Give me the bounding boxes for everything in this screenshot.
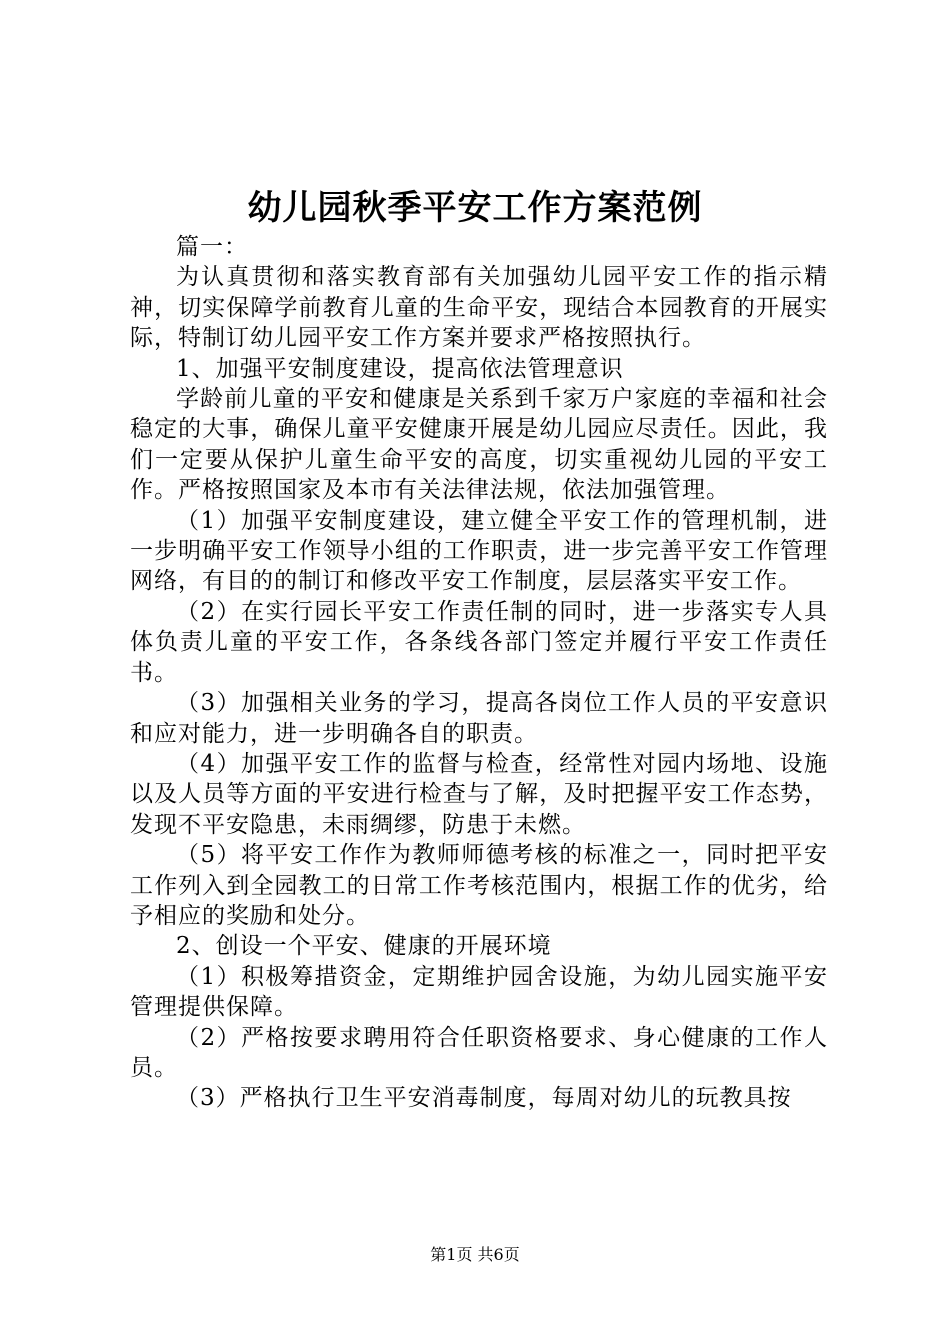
section-heading: 1、加强平安制度建设，提高依法管理意识 <box>176 355 624 382</box>
list-item: （4）加强平安工作的监督与检查，经常性对园内场地、设施以及人员等方面的平安进行检查与了解，及时把握平安工作态势，发现不平安隐患，未雨绸缪，防患于未燃。 <box>130 750 828 838</box>
list-item: （2）严格按要求聘用符合任职资格要求、身心健康的工作人员。 <box>130 1024 828 1081</box>
list-item: （3）严格执行卫生平安消毒制度，每周对幼儿的玩教具按 <box>176 1085 792 1112</box>
list-item: （1）加强平安制度建设，建立健全平安工作的管理机制，进一步明确平安工作领导小组的工作职责，进一步完善平安工作管理网络，有目的的制订和修改平安工作制度，层层落实平安工作。 <box>130 507 828 595</box>
document-title: 幼儿园秋季平安工作方案范例 <box>247 188 703 228</box>
list-item: （2）在实行园长平安工作责任制的同时，进一步落实专人具体负责儿童的平安工作，各条线各部门签定并履行平安工作责任书。 <box>130 598 828 686</box>
page-footer: 第1页 共6页 <box>430 1245 520 1264</box>
list-item: （5）将平安工作作为教师师德考核的标准之一，同时把平安工作列入到全园教工的日常工作考核范围内，根据工作的优劣，给予相应的奖励和处分。 <box>130 842 828 929</box>
paragraph: 学龄前儿童的平安和健康是关系到千家万户家庭的幸福和社会稳定的大事，确保儿童平安健康开展是幼儿园应尽责任。因此，我们一定要从保护儿童生命平安的高度，切实重视幼儿园的平安工作。严格按照国家及本市有关法律法规，依法加强管理。 <box>130 386 828 504</box>
paragraph: 为认真贯彻和落实教育部有关加强幼儿园平安工作的指示精神，切实保障学前教育儿童的生命平安，现结合本园教育的开展实际，特制订幼儿园平安工作方案并要求严格按照执行。 <box>130 264 828 352</box>
list-item: （1）积极筹措资金，定期维护园舍设施，为幼儿园实施平安管理提供保障。 <box>130 963 828 1021</box>
document-body <box>130 232 828 1114</box>
section-label: 篇一： <box>176 234 248 260</box>
list-item: （3）加强相关业务的学习，提高各岗位工作人员的平安意识和应对能力，进一步明确各自的职责。 <box>130 690 828 747</box>
section-heading: 2、创设一个平安、健康的开展环境 <box>176 933 552 960</box>
